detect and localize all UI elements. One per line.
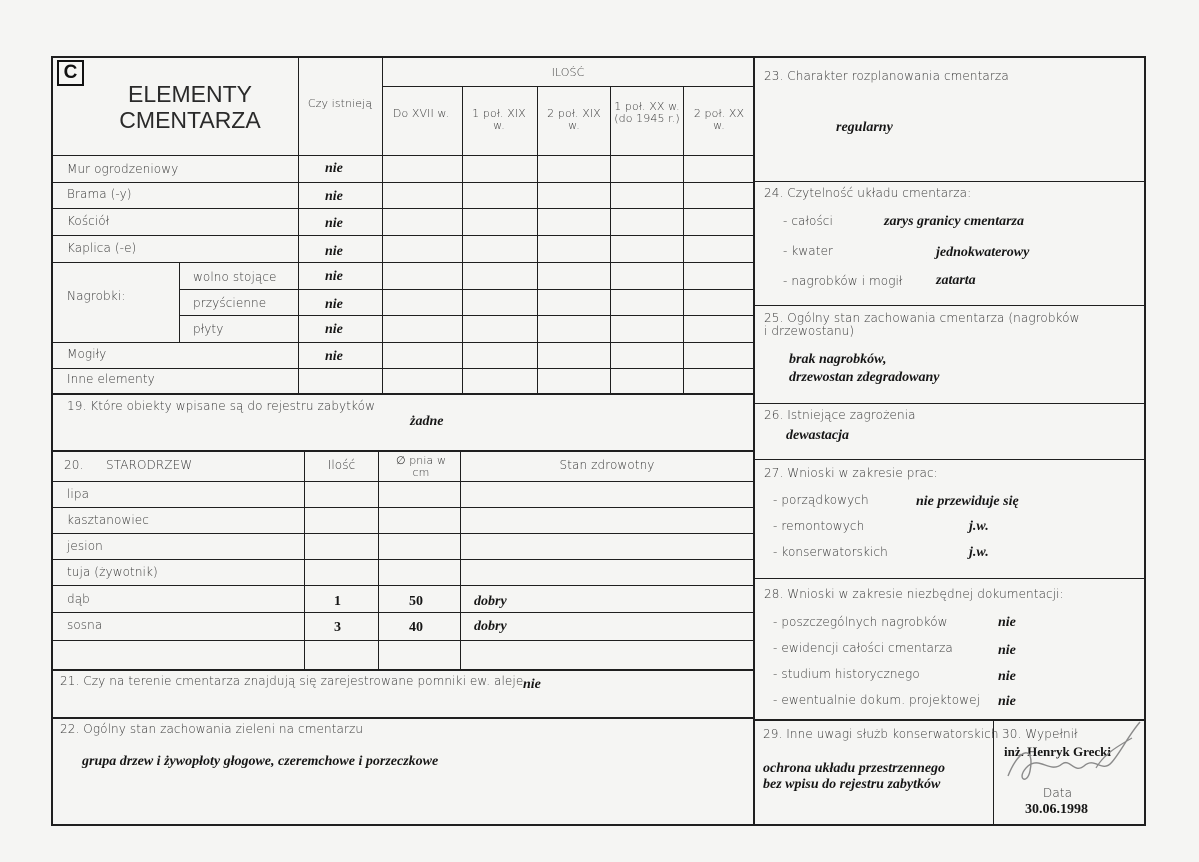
- q27-item-answer: j.w.: [969, 545, 989, 560]
- tree-name: tuja (żywotnik): [67, 565, 158, 579]
- q19-answer: żadne: [410, 414, 444, 429]
- period-header-3: 2 poł. XIX w.: [547, 107, 601, 132]
- q28-item-label: - poszczególnych nagrobków: [773, 615, 948, 629]
- q24-item-label: - kwater: [783, 244, 834, 258]
- q28-item-answer: nie: [998, 694, 1016, 709]
- tree-diameter: 40: [409, 620, 423, 635]
- q28-item-label: - ewidencji całości cmentarza: [773, 641, 953, 655]
- tree-count: 3: [334, 620, 341, 635]
- period-header-1: Do XVII w.: [392, 107, 450, 120]
- q29-answer-line1: ochrona układu przestrzennego: [763, 761, 946, 776]
- q30-label: 30. Wypełnił: [1002, 727, 1078, 741]
- q26-answer: dewastacja: [786, 428, 849, 443]
- element-label: płyty: [193, 322, 224, 336]
- q30-name: inż. Henryk Grecki: [1004, 744, 1112, 759]
- trees-title: STARODRZEW: [106, 458, 193, 472]
- element-label: Mogiły: [67, 347, 107, 361]
- element-label: Brama (-y): [67, 187, 132, 201]
- q30-date: 30.06.1998: [1025, 802, 1088, 817]
- exists-header: Czy istnieją: [307, 97, 373, 110]
- period-header-5: 2 poł. XX w.: [693, 107, 745, 132]
- q29-answer-line2: bez wpisu do rejestru zabytków: [763, 777, 941, 792]
- q19-label: 19. Które obiekty wpisane są do rejestru zabytków: [67, 399, 376, 413]
- q25-answer-line2: drzewostan zdegradowany: [789, 370, 940, 385]
- q28-item-answer: nie: [998, 643, 1016, 658]
- trees-number: 20.: [64, 458, 84, 472]
- q25-answer-line1: brak nagrobków,: [789, 352, 887, 367]
- q28-label: 28. Wnioski w zakresie niezbędnej dokumentacji:: [764, 587, 1064, 601]
- q23-answer: regularny: [836, 120, 893, 135]
- q27-label: 27. Wnioski w zakresie prac:: [764, 466, 938, 480]
- exists-value: nie: [325, 322, 343, 337]
- q23-label: 23. Charakter rozplanowania cmentarza: [764, 69, 1009, 83]
- trees-diameter-header: ∅ pnia w cm: [395, 454, 447, 479]
- tree-name: kasztanowiec: [67, 513, 149, 527]
- tree-health: dobry: [474, 619, 507, 634]
- graves-label: Nagrobki:: [67, 289, 126, 303]
- tree-name: lipa: [67, 487, 90, 501]
- tree-count: 1: [334, 594, 341, 609]
- exists-value: nie: [325, 269, 343, 284]
- q27-item-label: - konserwatorskich: [773, 545, 888, 559]
- q27-item-label: - remontowych: [773, 519, 865, 533]
- signature-mark: [1000, 716, 1150, 796]
- tree-health: dobry: [474, 594, 507, 609]
- exists-value: nie: [325, 216, 343, 231]
- tree-name: dąb: [67, 592, 90, 606]
- exists-value: nie: [325, 349, 343, 364]
- section-title-line2: CMENTARZA: [119, 107, 261, 133]
- q24-item-answer: zarys granicy cmentarza: [884, 214, 1024, 229]
- q29-label: 29. Inne uwagi służb konserwatorskich: [763, 727, 999, 741]
- q28-item-label: - studium historycznego: [773, 667, 920, 681]
- exists-value: nie: [325, 189, 343, 204]
- q24-label: 24. Czytelność układu cmentarza:: [764, 186, 972, 200]
- element-label: wolno stojące: [193, 270, 277, 284]
- quantity-header: ILOŚĆ: [551, 66, 585, 79]
- q27-item-answer: nie przewiduje się: [916, 494, 1019, 509]
- trees-count-header: Ilość: [327, 458, 356, 472]
- period-header-4: 1 poł. XX w. (do 1945 r.): [614, 100, 680, 125]
- q21-answer: nie: [523, 677, 541, 692]
- q28-item-answer: nie: [998, 669, 1016, 684]
- q25-label-line1: 25. Ogólny stan zachowania cmentarza (nagrobków: [764, 311, 1080, 325]
- q25-label-line2: i drzewostanu): [764, 324, 855, 338]
- tree-name: jesion: [67, 539, 103, 553]
- q26-label: 26. Istniejące zagrożenia: [764, 408, 916, 422]
- q24-item-label: - całości: [783, 214, 833, 228]
- q21-label: 21. Czy na terenie cmentarza znajdują się zarejestrowane pomniki ew. aleje: [60, 674, 524, 688]
- q24-item-label: - nagrobków i mogił: [783, 274, 903, 288]
- exists-value: nie: [325, 297, 343, 312]
- section-title: [90, 81, 290, 133]
- q22-label: 22. Ogólny stan zachowania zieleni na cmentarzu: [60, 722, 364, 736]
- element-label: przyścienne: [193, 296, 267, 310]
- q24-item-answer: zatarta: [936, 273, 976, 288]
- q30-date-label: Data: [1043, 786, 1073, 800]
- q28-item-label: - ewentualnie dokum. projektowej: [773, 693, 981, 707]
- trees-health-header: Stan zdrowotny: [559, 458, 655, 472]
- tree-diameter: 50: [409, 594, 423, 609]
- element-label: Inne elementy: [67, 372, 155, 386]
- q22-answer: grupa drzew i żywopłoty głogowe, czeremchowe i porzeczkowe: [82, 754, 439, 769]
- element-label: Kaplica (-e): [67, 241, 137, 255]
- period-header-2: 1 poł. XIX w.: [472, 107, 526, 132]
- q27-item-answer: j.w.: [969, 519, 989, 534]
- section-letter-box: C: [57, 60, 84, 86]
- section-title-line1: ELEMENTY: [128, 81, 252, 107]
- q27-item-label: - porządkowych: [773, 493, 869, 507]
- q24-item-answer: jednokwaterowy: [936, 245, 1030, 260]
- exists-value: nie: [325, 244, 343, 259]
- tree-name: sosna: [67, 618, 103, 632]
- exists-value: nie: [325, 161, 343, 176]
- element-label: Kościół: [67, 214, 110, 228]
- q28-item-answer: nie: [998, 615, 1016, 630]
- element-label: Mur ogrodzeniowy: [67, 162, 179, 176]
